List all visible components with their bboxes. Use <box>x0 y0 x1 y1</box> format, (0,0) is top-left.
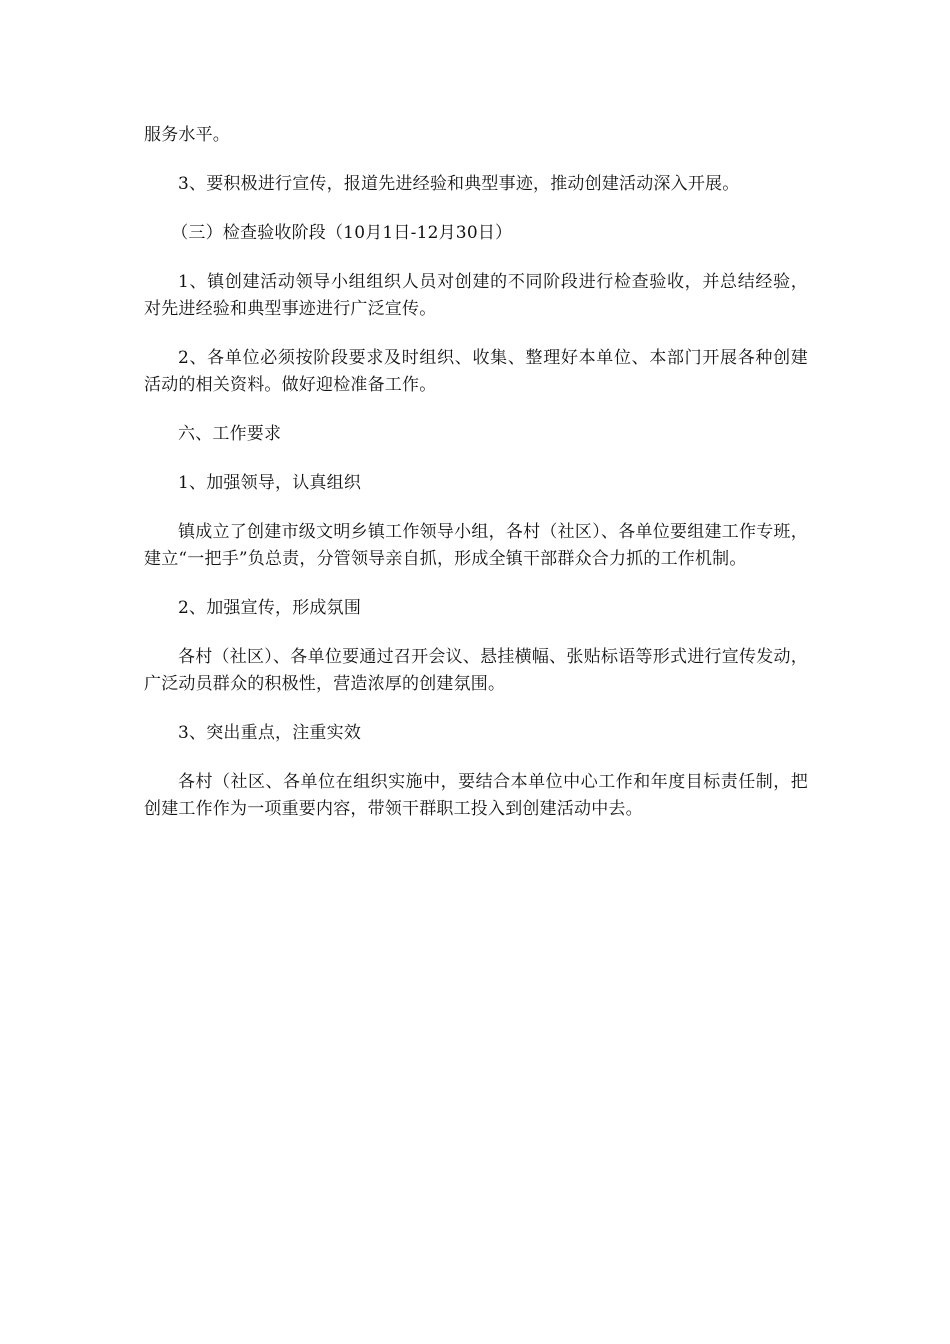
paragraph-continuation: 服务水平。 <box>144 125 230 145</box>
paragraph-inspection-item-1: 1、镇创建活动领导小组组织人员对创建的不同阶段进行检查验收，并总结经验，对先进经验和典型事迹进行广泛宣传。 <box>144 272 808 319</box>
paragraph-publicity-item: 3、要积极进行宣传，报道先进经验和典型事迹，推动创建活动深入开展。 <box>178 174 740 194</box>
section-heading-inspection-stage: （三）检查验收阶段（10月1日-12月30日） <box>171 223 513 243</box>
paragraph-inspection-item-2: 2、各单位必须按阶段要求及时组织、收集、整理好本单位、本部门开展各种创建活动的相关资料。做好迎检准备工作。 <box>144 348 808 395</box>
subheading-publicity: 2、加强宣传，形成氛围 <box>178 598 362 618</box>
subheading-focus: 3、突出重点，注重实效 <box>178 723 362 743</box>
section-heading-work-requirements: 六、工作要求 <box>178 424 282 444</box>
document-body <box>144 122 808 845</box>
paragraph-leadership: 镇成立了创建市级文明乡镇工作领导小组，各村（社区）、各单位要组建工作专班，建立“一把手”负总责，分管领导亲自抓，形成全镇干部群众合力抓的工作机制。 <box>144 522 808 569</box>
paragraph-publicity: 各村（社区）、各单位要通过召开会议、悬挂横幅、张贴标语等形式进行宣传发动，广泛动员群众的积极性，营造浓厚的创建氛围。 <box>144 647 808 694</box>
subheading-leadership: 1、加强领导，认真组织 <box>178 473 362 493</box>
paragraph-focus: 各村（社区、各单位在组织实施中，要结合本单位中心工作和年度目标责任制，把创建工作作为一项重要内容，带领干群职工投入到创建活动中去。 <box>144 772 808 819</box>
